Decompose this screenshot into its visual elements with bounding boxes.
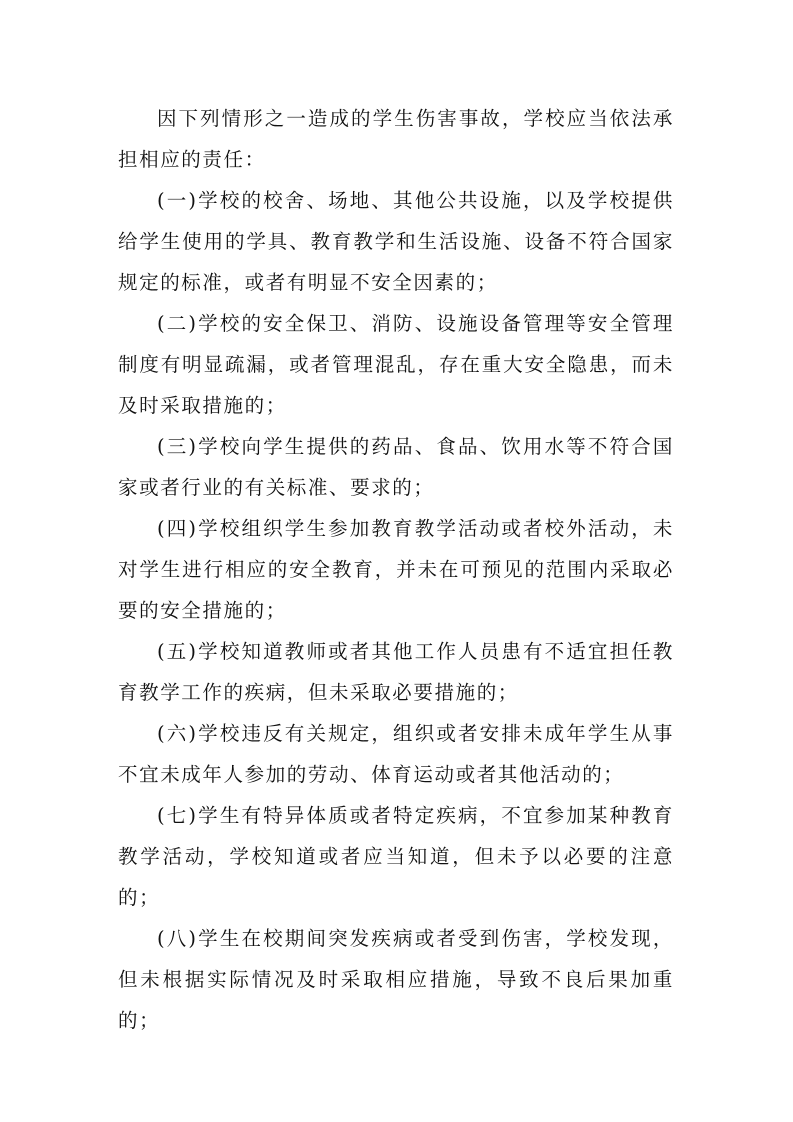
clause-2-paragraph: (二)学校的安全保卫、消防、设施设备管理等安全管理制度有明显疏漏，或者管理混乱，存在重大安全隐患，而未及时采取措施的；: [118, 312, 674, 417]
document-body: [118, 98, 674, 1041]
clause-8-paragraph: (八)学生在校期间突发疾病或者受到伤害，学校发现，但未根据实际情况及时采取相应措施，导致不良后果加重的；: [118, 927, 674, 1032]
clause-5-paragraph: (五)学校知道教师或者其他工作人员患有不适宜担任教育教学工作的疾病，但未采取必要措施的；: [118, 640, 674, 704]
clause-1-paragraph: (一)学校的校舍、场地、其他公共设施，以及学校提供给学生使用的学具、教育教学和生活设施、设备不符合国家规定的标准，或者有明显不安全因素的；: [118, 189, 674, 294]
clause-7-paragraph: (七)学生有特异体质或者特定疾病，不宜参加某种教育教学活动，学校知道或者应当知道，但未予以必要的注意的；: [118, 804, 674, 909]
clause-3-paragraph: (三)学校向学生提供的药品、食品、饮用水等不符合国家或者行业的有关标准、要求的；: [118, 435, 674, 499]
clause-4-paragraph: (四)学校组织学生参加教育教学活动或者校外活动，未对学生进行相应的安全教育，并未在可预见的范围内采取必要的安全措施的；: [118, 517, 674, 622]
clause-6-paragraph: (六)学校违反有关规定，组织或者安排未成年学生从事不宜未成年人参加的劳动、体育运动或者其他活动的；: [118, 722, 674, 786]
intro-paragraph: 因下列情形之一造成的学生伤害事故，学校应当依法承担相应的责任：: [118, 107, 674, 171]
